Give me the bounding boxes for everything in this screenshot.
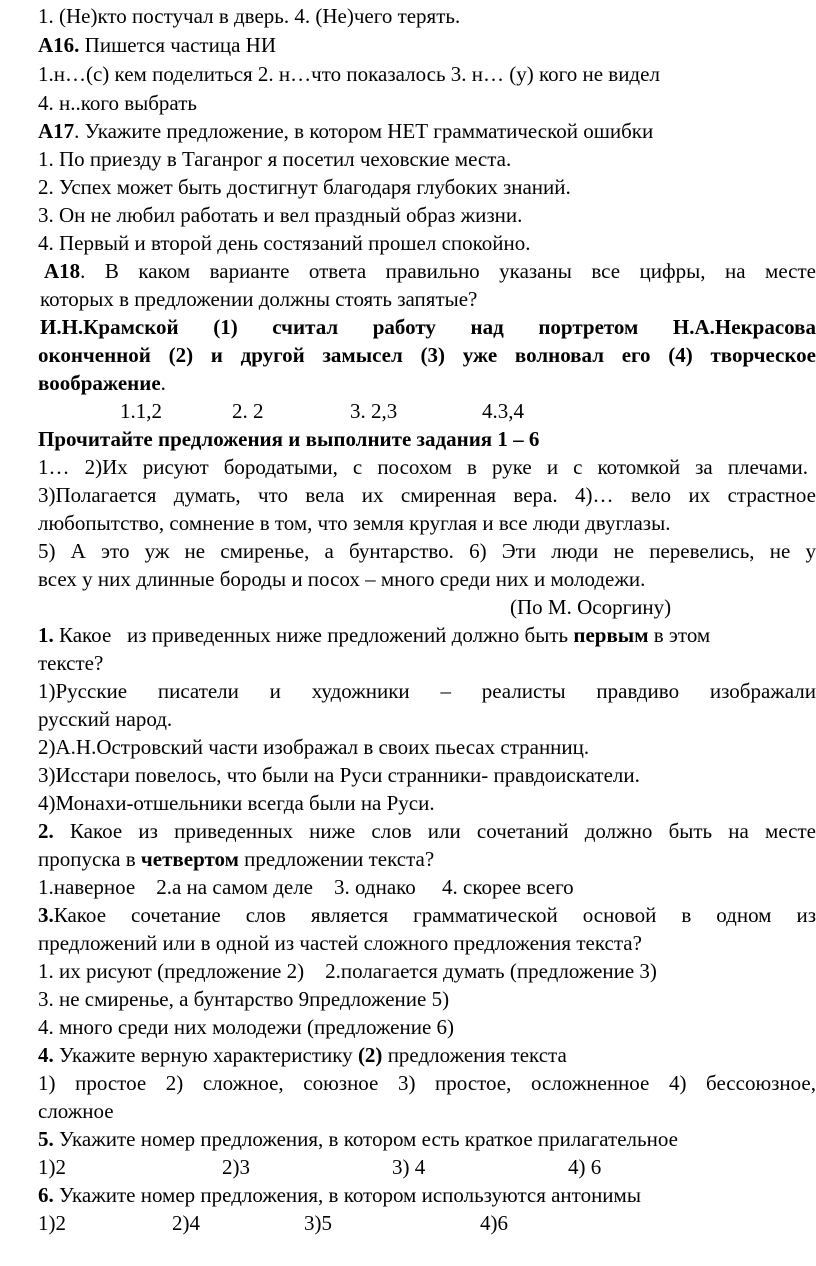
q1-question: [38, 621, 816, 649]
a17-option: 2. Успех может быть достигнут благодаря глубоких знаний.: [38, 175, 571, 199]
q5-answer: 4) 6: [568, 1155, 602, 1179]
q1-option: 1)Русские писатели и художники – реалисты правдиво изображали: [38, 679, 816, 703]
a18-answer: 3. 2,3: [350, 399, 398, 423]
q1-option: 3)Исстари повелось, что были на Руси странники- правдоискатели.: [38, 763, 640, 787]
q1-option: русский народ.: [38, 707, 173, 731]
q2-text-b: предложении текста?: [238, 847, 435, 871]
q4-question: [38, 1041, 567, 1069]
q6-answer: 4)6: [480, 1211, 508, 1235]
q1-number: 1.: [38, 623, 54, 647]
reading-heading: Прочитайте предложения и выполните задания 1 – 6: [38, 427, 540, 451]
a16-options-line2: 4. н..кого выбрать: [38, 91, 197, 115]
q2-text-line2: [38, 845, 434, 873]
q4-bold-number: (2): [357, 1043, 383, 1067]
q3-question: [38, 901, 816, 929]
q5-question: [38, 1125, 678, 1153]
q3-option: 3. не смиренье, а бунтарство 9предложение 5): [38, 987, 450, 1011]
q1-text-b: в этом: [648, 623, 711, 647]
q2-text-a: пропуска в: [38, 847, 141, 871]
q3-option: 4. много среди них молодежи (предложение 6): [38, 1015, 455, 1039]
reading-line: 1… 2)Их рисуют бородатыми, с посохом в руке и с котомкой за плечами.: [38, 455, 808, 479]
a18-text-line2: которых в предложении должны стоять запятые?: [40, 287, 478, 311]
reading-line: всех у них длинные бороды и посох – много среди них и молодежи.: [38, 567, 646, 591]
a18-answer: 4.3,4: [482, 399, 524, 423]
a17-text: . Укажите предложение, в котором НЕТ грамматической ошибки: [74, 119, 654, 143]
q5-answer: 1)2: [38, 1155, 66, 1179]
top-line: 1. (Не)кто постучал в дверь. 4. (Не)чего терять.: [38, 4, 461, 28]
q6-answer: 2)4: [172, 1211, 200, 1235]
reading-line: любопытство, сомнение в том, что земля круглая и все люди двуглазы.: [38, 511, 671, 535]
a18-text-line1: . В каком варианте ответа правильно указаны все цифры, на месте: [80, 259, 816, 283]
a18-question: [44, 257, 816, 285]
q5-answer: 2)3: [222, 1155, 250, 1179]
a18-label: А18: [44, 259, 81, 283]
q6-text: Укажите номер предложения, в котором используются антонимы: [53, 1183, 641, 1207]
a17-option: 4. Первый и второй день состязаний прошел спокойно.: [38, 231, 531, 255]
q3-text-line2: предложений или в одной из частей сложного предложения текста?: [38, 931, 642, 955]
a18-sentence-line2: оконченной (2) и другой замысел (3) уже волновал его (4) творческое: [38, 343, 816, 367]
q1-option: 2)А.Н.Островский части изображал в своих пьесах странниц.: [38, 735, 590, 759]
q1-bold-word: первым: [573, 623, 649, 647]
q2-text-line1: Какое из приведенных ниже слов или сочетаний должно быть на месте: [53, 819, 816, 843]
reading-source: (По М. Осоргину): [510, 595, 672, 619]
q4-number: 4.: [38, 1043, 54, 1067]
q4-text-a: Укажите верную характеристику: [53, 1043, 358, 1067]
a18-sentence-line1: И.Н.Крамской (1) считал работу над портретом Н.А.Некрасова: [40, 315, 816, 339]
q6-question: [38, 1181, 641, 1209]
reading-line: 5) А это уж не смиренье, а бунтарство. 6) Эти люди не перевелись, не у: [38, 539, 816, 563]
q6-answer: 1)2: [38, 1211, 66, 1235]
q4-text-b: предложения текста: [382, 1043, 567, 1067]
q2-bold-word: четвертом: [140, 847, 239, 871]
a16-text: Пишется частица НИ: [79, 33, 276, 57]
q3-text-line1: Какое сочетание слов является грамматической основой в одном из: [53, 903, 816, 927]
a17-option: 1. По приезду в Таганрог я посетил чеховские места.: [38, 147, 512, 171]
a18-answer: 2. 2: [232, 399, 264, 423]
a16-label: А16.: [38, 33, 80, 57]
q2-question: [38, 817, 816, 845]
q4-options-line1: 1) простое 2) сложное, союзное 3) простое, осложненное 4) бессоюзное,: [38, 1071, 816, 1095]
q3-number: 3.: [38, 903, 54, 927]
q5-answer: 3) 4: [392, 1155, 426, 1179]
a17-option: 3. Он не любил работать и вел праздный образ жизни.: [38, 203, 523, 227]
q5-number: 5.: [38, 1127, 54, 1151]
q1-text-line2: тексте?: [38, 651, 104, 675]
q2-options: 1.наверное 2.а на самом деле 3. однако 4. скорее всего: [38, 875, 574, 899]
q6-number: 6.: [38, 1183, 54, 1207]
a18-sentence-bold-word: воображение: [38, 371, 161, 395]
q1-option: 4)Монахи-отшельники всегда были на Руси.: [38, 791, 435, 815]
a17-label: А17: [38, 119, 75, 143]
q1-text-a: Какое из приведенных ниже предложений должно быть: [53, 623, 574, 647]
a18-sentence-line3: [38, 369, 166, 397]
q5-text: Укажите номер предложения, в котором есть краткое прилагательное: [53, 1127, 678, 1151]
a16-options-line1: 1.н…(с) кем поделиться 2. н…что показалось 3. н… (у) кого не видел: [38, 62, 660, 86]
a16-question: [38, 31, 276, 59]
q4-options-line2: сложное: [38, 1099, 114, 1123]
reading-line: 3)Полагается думать, что вела их смиренная вера. 4)… вело их страстное: [38, 483, 816, 507]
a18-answer: 1.1,2: [120, 399, 162, 423]
q6-answer: 3)5: [304, 1211, 332, 1235]
a17-question: [38, 117, 653, 145]
q3-option: 1. их рисуют (предложение 2) 2.полагается думать (предложение 3): [38, 959, 657, 983]
a18-sentence-period: .: [160, 371, 166, 395]
q2-number: 2.: [38, 819, 54, 843]
